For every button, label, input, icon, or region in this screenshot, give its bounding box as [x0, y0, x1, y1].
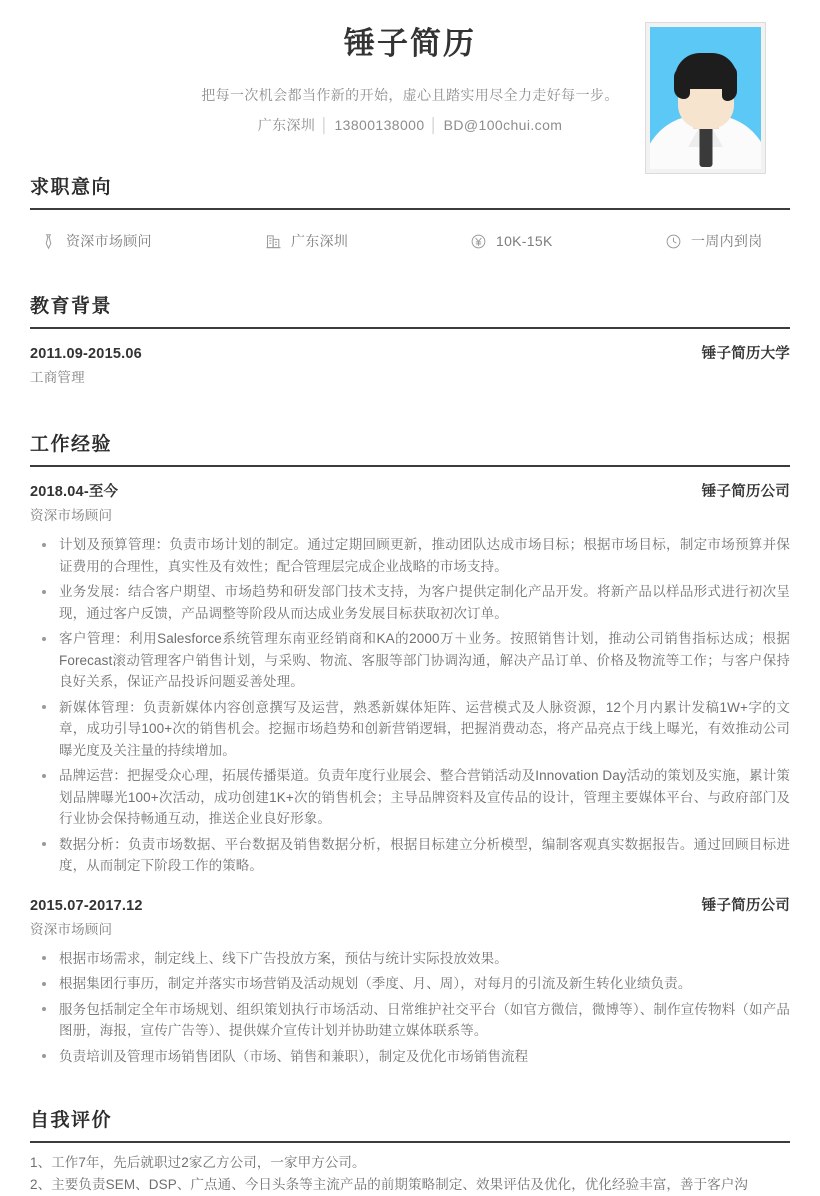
list-item: 新媒体管理：负责新媒体内容创意撰写及运营，熟悉新媒体矩阵、运营模式及人脉资源，12个月内累计发稿1W+字的文章，成功引导100+次的销售机会。挖掘市场趋势和创新营销逻辑，把握消费动态，将产品亮点于线上曝光，有效推动公司曝光度及关注量的持续增加。	[30, 697, 790, 762]
self-evaluation-list	[30, 1152, 790, 1196]
list-item: 根据市场需求，制定线上、线下广告投放方案，预估与统计实际投放效果。	[30, 948, 790, 970]
list-item: 计划及预算管理：负责市场计划的制定。通过定期回顾更新，推动团队达成市场目标；根据市场目标，制定市场预算并保证费用的合理性，真实性及有效性；配合管理层完成企业战略的市场支持。	[30, 534, 790, 577]
section-title-education: 教育背景	[30, 296, 113, 317]
page-title: 锤子简历	[344, 26, 476, 61]
avatar-hair-left-shape	[674, 67, 690, 99]
contact-separator-1: │	[320, 117, 330, 133]
intention-item-position	[30, 231, 265, 251]
section-divider	[30, 1141, 790, 1143]
intention-item-city	[265, 231, 470, 251]
intention-availability-label: 一周内到岗	[691, 233, 763, 249]
education-period: 2011.09-2015.06	[30, 346, 142, 362]
intention-position-label: 资深市场顾问	[66, 233, 152, 249]
intention-city-label: 广东深圳	[291, 233, 349, 249]
work-period: 2018.04-至今	[30, 484, 119, 500]
work-entry	[30, 467, 790, 877]
work-position: 资深市场顾问	[30, 921, 113, 937]
work-entry-head	[30, 895, 790, 917]
intention-item-salary	[470, 231, 665, 251]
building-icon	[265, 233, 282, 250]
section-self-evaluation	[30, 1107, 790, 1196]
intention-item-availability	[665, 231, 785, 251]
list-item: 服务包括制定全年市场规划、组织策划执行市场活动、日常维护社交平台（如官方微信，微博等）、制作宣传物料（如产品图册，海报，宣传广告等）、提供媒介宣传计划并协助建立媒体联系等。	[30, 999, 790, 1042]
spacer	[30, 411, 790, 427]
intention-salary-label: 10K-15K	[496, 233, 553, 249]
avatar-photo	[650, 27, 761, 169]
resume-header	[30, 0, 790, 170]
work-entry-head	[30, 481, 790, 503]
job-intention-row	[30, 210, 790, 267]
list-item: 数据分析：负责市场数据、平台数据及销售数据分析，根据目标建立分析模型，编制客观真实数据报告。通过回顾目标进度，从而制定下阶段工作的策略。	[30, 834, 790, 877]
section-work-experience	[30, 431, 790, 1067]
work-entry	[30, 881, 790, 1068]
spacer	[30, 1093, 790, 1103]
education-school: 锤子简历大学	[701, 346, 790, 362]
list-item: 品牌运营：把握受众心理，拓展传播渠道。负责年度行业展会、整合营销活动及Innovation Day活动的策划及实施，累计策划品牌曝光100+次活动，成功创建1K+次的销售机会；主导品牌资料及宣传品的设计，管理主要媒体平台、与政府部门及行业协会保持畅通互动，推送企业良好形象。	[30, 765, 790, 830]
work-position: 资深市场顾问	[30, 508, 113, 523]
avatar	[645, 22, 766, 174]
contact-location: 广东深圳	[257, 117, 316, 133]
section-title-work-experience: 工作经验	[30, 434, 113, 455]
list-item: 负责培训及管理市场销售团队（市场、销售和兼职），制定及优化市场销售流程	[30, 1046, 790, 1068]
section-education	[30, 293, 790, 389]
list-item: 2、主要负责SEM、DSP、广点通、今日头条等主流产品的前期策略制定、效果评估及优化，优化经验丰富，善于客户沟	[30, 1177, 749, 1192]
section-job-intention	[30, 174, 790, 267]
list-item: 根据集团行事历，制定并落实市场营销及活动规划（季度、月、周），对每月的引流及新生转化业绩负责。	[30, 973, 790, 995]
spacer	[30, 267, 790, 289]
yuan-icon	[470, 233, 487, 250]
education-major: 工商管理	[30, 370, 85, 385]
header-slogan: 把每一次机会都当作新的开始，虚心且踏实用尽全力走好每一步。	[201, 87, 619, 103]
spacer	[30, 1071, 790, 1093]
contact-email: BD@100chui.com	[443, 117, 563, 133]
work-company: 锤子简历公司	[701, 484, 790, 500]
list-item: 1、工作7年，先后就职过2家乙方公司，一家甲方公司。	[30, 1155, 366, 1170]
tie-icon	[40, 233, 57, 250]
section-title-job-intention: 求职意向	[30, 177, 113, 198]
work-bullet-list	[30, 948, 790, 1068]
work-period: 2015.07-2017.12	[30, 897, 143, 914]
contact-separator-2: │	[429, 117, 439, 133]
spacer	[30, 389, 790, 411]
work-company: 锤子简历公司	[701, 897, 790, 914]
avatar-hair-right-shape	[722, 65, 737, 101]
list-item: 业务发展：结合客户期望、市场趋势和研发部门技术支持，为客户提供定制化产品开发。将新产品以样品形式进行初次呈现，通过客户反馈，产品调整等阶段从而达成业务发展目标获取初次订单。	[30, 581, 790, 624]
section-title-self-evaluation: 自我评价	[30, 1110, 113, 1131]
work-bullet-list	[30, 534, 790, 877]
education-entry	[30, 329, 790, 389]
list-item: 客户管理：利用Salesforce系统管理东南亚经销商和KA的2000万＋业务。按照销售计划，推动公司销售指标达成；根据Forecast滚动管理客户销售计划，与采购、物流、客服等部门协调沟通，解决产品订单、价格及物流等工作；与客户保持良好关系，保证产品投诉问题妥善处理。	[30, 628, 790, 693]
clock-icon	[665, 233, 682, 250]
contact-phone: 13800138000	[334, 117, 425, 133]
education-entry-head	[30, 343, 790, 365]
